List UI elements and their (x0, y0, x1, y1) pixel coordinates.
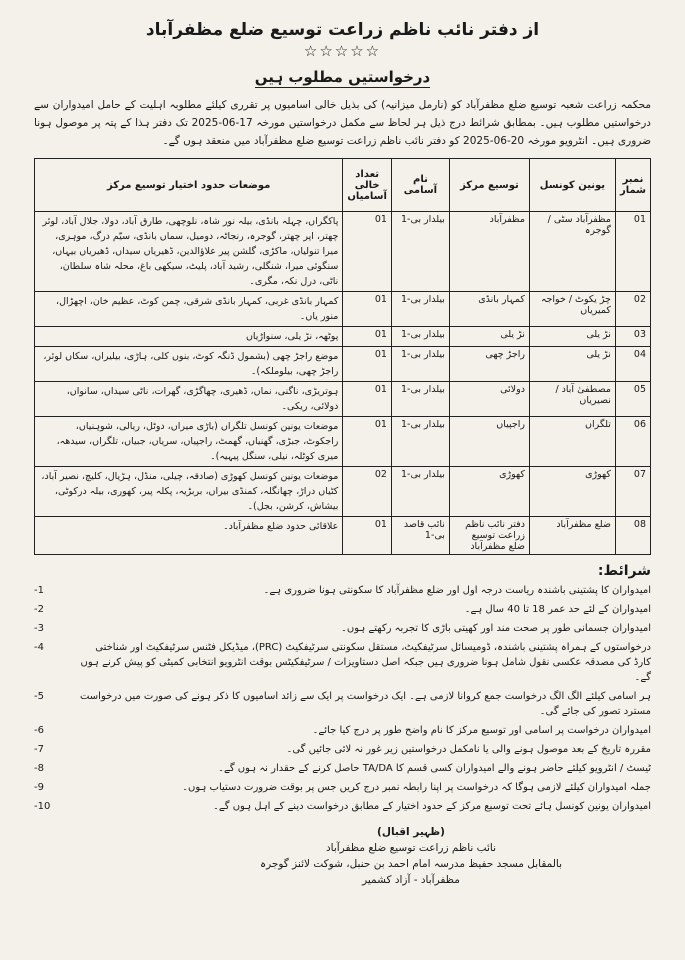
cell-union-council: مظفرآباد سٹی / گوجرہ (529, 212, 615, 292)
cell-serial: 05 (615, 382, 650, 417)
table-row (35, 517, 651, 555)
list-item (34, 780, 651, 795)
list-item (34, 583, 651, 598)
cell-areas: موضع راجڑ چھی (بشمول ڈنگہ کوٹ، بنوں کلی، ہاڑی، بیلیراں، سکاں لوئر، راجڑ چھی، بیلوملکہ)۔ (35, 347, 343, 382)
table-header-row (35, 159, 651, 212)
condition-text: امیدواران جسمانی طور پر صحت مند اور کھیتی باڑی کا تجربہ رکھتے ہوں۔ (341, 623, 651, 634)
cell-post: بیلدار بی-1 (391, 292, 449, 327)
cell-count: 01 (343, 212, 392, 292)
signatory-name: (ظہیر اقبال) (377, 826, 445, 838)
cell-union-council: تلگراں (529, 417, 615, 467)
cell-center: کمہار بانڈی (449, 292, 529, 327)
header-areas: موضعات حدود اختیار توسیع مرکز (35, 159, 343, 212)
cell-areas: موضعات یونین کونسل کھوڑی (صادقہ، چیلی، منڈل، ہڑیال، کلیچ، نصیر آباد، کٹیاں دراڑ، چھانگلہ، کمنڈی بیراں، بربڑیہ، پکلہ پیر، کھوری، بیلہ درکوٹی، بیشاش، کرشن، بجل)۔ (35, 467, 343, 517)
cell-center: راجڑ چھی (449, 347, 529, 382)
condition-text: درخواستوں کے ہمراہ پشتینی باشندہ، ڈومیسائل سرٹیفکیٹ، مستقل سکونتی سرٹیفکیٹ (PRC)، میڈیکل فٹنس سرٹیفکیٹ اور شناختی کارڈ کی مصدقہ عکسی نقول شامل ہونا ضروری ہیں جبکہ اصل دستاویزات / سرٹیفکیٹس بوقت انٹرویو انتخابی کمیٹی کو پیش کرنے ہوں گے۔ (80, 642, 651, 683)
cell-union-council: نڑ یلی (529, 327, 615, 347)
signature-block (251, 824, 571, 888)
table-row (35, 327, 651, 347)
list-item (34, 621, 651, 636)
cell-areas: موضعات یونین کونسل تلگراں (باڑی میراں، دوٹل، ریالی، شوہنیاں، راجکوٹ، جبڑی، گھنیاں، گھمٹ، راجپیاں، سریاں، جبیاں، تلگراں، سیدھہ، میری کوٹلہ، نیلی، سنگل پیہیہ)۔ (35, 417, 343, 467)
cell-count: 01 (343, 292, 392, 327)
cell-serial: 01 (615, 212, 650, 292)
cell-serial: 02 (615, 292, 650, 327)
vacancies-table (34, 158, 651, 555)
list-item (34, 640, 651, 685)
cell-areas: پوٹھہ، نڑ یلی، سنواڑیاں (35, 327, 343, 347)
cell-post: بیلدار بی-1 (391, 327, 449, 347)
condition-text: امیدواران یونین کونسل ہائے تحت توسیع مرکز کے حدود اختیار کے مطابق درخواست دینے کے اہل ہوں گے۔ (213, 801, 651, 812)
cell-count: 01 (343, 347, 392, 382)
condition-number: -4 (34, 642, 44, 653)
condition-number: -8 (34, 763, 44, 774)
table-row (35, 347, 651, 382)
header-union-council: یونین کونسل (529, 159, 615, 212)
cell-count: 01 (343, 382, 392, 417)
cell-post: بیلدار بی-1 (391, 382, 449, 417)
table-row (35, 467, 651, 517)
cell-union-council: چڑ یکوٹ / خواجہ کمیریاں (529, 292, 615, 327)
cell-center: کھوڑی (449, 467, 529, 517)
condition-text: امیدواران کے لئے حد عمر 18 تا 40 سال ہے۔ (464, 604, 651, 615)
cell-center: دفتر نائب ناظم زراعت توسیع ضلع مظفرآباد (449, 517, 529, 555)
cell-post: بیلدار بی-1 (391, 212, 449, 292)
cell-serial: 03 (615, 327, 650, 347)
cell-union-council: ضلع مظفرآباد (529, 517, 615, 555)
cell-serial: 04 (615, 347, 650, 382)
header-center: توسیع مرکز (449, 159, 529, 212)
cell-post: بیلدار بی-1 (391, 467, 449, 517)
cell-areas: کمہار بانڈی غربی، کمہار بانڈی شرقی، چمن کوٹ، عظیم خان، اچھڑال، منور یاں۔ (35, 292, 343, 327)
intro-paragraph: محکمہ زراعت شعبہ توسیع ضلع مظفرآباد کو (نارمل میزانیہ) کی بذیل خالی اسامیوں پر تقرری کیلئے مطلوبہ اہلیت کے حامل امیدواران سے درخواستیں مطلوب ہیں۔ بمطابق شرائط درج ذیل ہر لحاظ سے مکمل درخواستیں مورخہ 17-06-2025 تک دفتر ہذا کے پتہ پر موصول ہونا ضروری ہیں۔ انٹرویو مورخہ 20-06-2025 کو دفتر نائب ناظم زراعت توسیع ضلع مظفرآباد میں منعقد ہوں گے۔ (34, 99, 651, 147)
cell-center: نڑ یلی (449, 327, 529, 347)
condition-text: ٹیسٹ / انٹرویو کیلئے حاضر ہونے والے امیدواران کسی قسم کا TA/DA حاصل کرنے کے حقدار نہ ہوں گے۔ (218, 763, 651, 774)
cell-count: 01 (343, 327, 392, 347)
notice-title (34, 68, 651, 86)
cell-count: 01 (343, 417, 392, 467)
condition-text: امیدواران کا پشتینی باشندہ ریاست درجہ اول اور ضلع مظفرآباد کا سکونتی ہونا ضروری ہے۔ (263, 585, 651, 596)
condition-number: -6 (34, 725, 44, 736)
list-item (34, 602, 651, 617)
office-address: بالمقابل مسجد حفیظ مدرسہ امام احمد بن حنبل، شوکت لائنز گوجرہ مظفرآباد - آزاد کشمیر (259, 858, 563, 886)
header-post: نام آسامی (391, 159, 449, 212)
office-heading: از دفتر نائب ناظم زراعت توسیع ضلع مظفرآباد (145, 20, 540, 40)
list-item (34, 742, 651, 757)
condition-text: امیدواران درخواست پر اسامی اور توسیع مرکز کا نام واضح طور پر درج کیا جائے۔ (312, 725, 651, 736)
condition-number: -7 (34, 744, 44, 755)
cell-union-council: مصطفیٰ آباد / نصیریاں (529, 382, 615, 417)
table-row (35, 292, 651, 327)
cell-center: مظفرآباد (449, 212, 529, 292)
header-count: تعداد خالی آسامیاں (343, 159, 392, 212)
cell-post: نائب قاصد بی-1 (391, 517, 449, 555)
condition-text: جملہ امیدواران کیلئے لازمی ہوگا کہ درخواست پر اپنا رابطہ نمبر درج کریں جس پر بوقت ضرورت دستیاب ہوں۔ (182, 782, 651, 793)
notice-title-text: درخواستیں مطلوب ہیں (254, 68, 431, 86)
condition-number: -1 (34, 585, 44, 596)
signatory-designation: نائب ناظم زراعت توسیع ضلع مظفرآباد (325, 842, 497, 854)
condition-text: مقررہ تاریخ کے بعد موصول ہونے والی یا نامکمل درخواستیں زیر غور نہ لائی جائیں گی۔ (286, 744, 651, 755)
cell-count: 02 (343, 467, 392, 517)
cell-areas: ہوتریڑی، ناگنی، نماں، ڈھیری، چھاگڑی، گھرات، ناٹی سیداں، سانواں، دولائی، ریکی۔ (35, 382, 343, 417)
conditions-list (34, 583, 651, 814)
list-item (34, 723, 651, 738)
table-row (35, 212, 651, 292)
cell-count: 01 (343, 517, 392, 555)
table-row (35, 382, 651, 417)
cell-serial: 06 (615, 417, 650, 467)
header-serial: نمبر شمار (615, 159, 650, 212)
cell-post: بیلدار بی-1 (391, 347, 449, 382)
condition-number: -9 (34, 782, 44, 793)
cell-union-council: کھوڑی (529, 467, 615, 517)
cell-post: بیلدار بی-1 (391, 417, 449, 467)
cell-areas: پاکگراں، چہلہ بانڈی، بیلہ نور شاہ، نلوچھی، طارق آباد، دولا، جلال آباد، لوئر چھتر، اپر چھتر، گوجرہ، رنجاٹہ، دومیل، سماں بانڈی، سیّم درگ، موہری، میرا تنولیاں، ماکڑی، گلشن پیر علاؤالدین، ڈھیریاں سیداں، ڈھیریاں بیہاں، سنگوئی میرا، شنگلی، رشید آباد، پلیٹ، سیکھی باغ، محلہ شاہ سلطان، ناٹی، درل نکہ، مگری۔ (35, 212, 343, 292)
condition-number: -5 (34, 691, 44, 702)
list-item (34, 799, 651, 814)
table-row (35, 417, 651, 467)
cell-serial: 08 (615, 517, 650, 555)
cell-center: راجپیاں (449, 417, 529, 467)
conditions-heading: شرائط: (597, 563, 651, 579)
condition-text: ہر اسامی کیلئے الگ الگ درخواست جمع کروانا لازمی ہے۔ ایک درخواست پر ایک سے زائد اسامیوں کا ذکر ہونے کی صورت میں درخواست مسترد تصور کی جائے گی۔ (79, 691, 651, 717)
condition-number: -2 (34, 604, 44, 615)
cell-areas: علاقائی حدود ضلع مظفرآباد۔ (35, 517, 343, 555)
cell-union-council: نڑ یلی (529, 347, 615, 382)
condition-number: -3 (34, 623, 44, 634)
star-divider: ☆☆☆☆☆ (303, 42, 382, 60)
condition-number: -10 (34, 801, 51, 812)
cell-serial: 07 (615, 467, 650, 517)
list-item (34, 689, 651, 719)
list-item (34, 761, 651, 776)
cell-center: دولائی (449, 382, 529, 417)
